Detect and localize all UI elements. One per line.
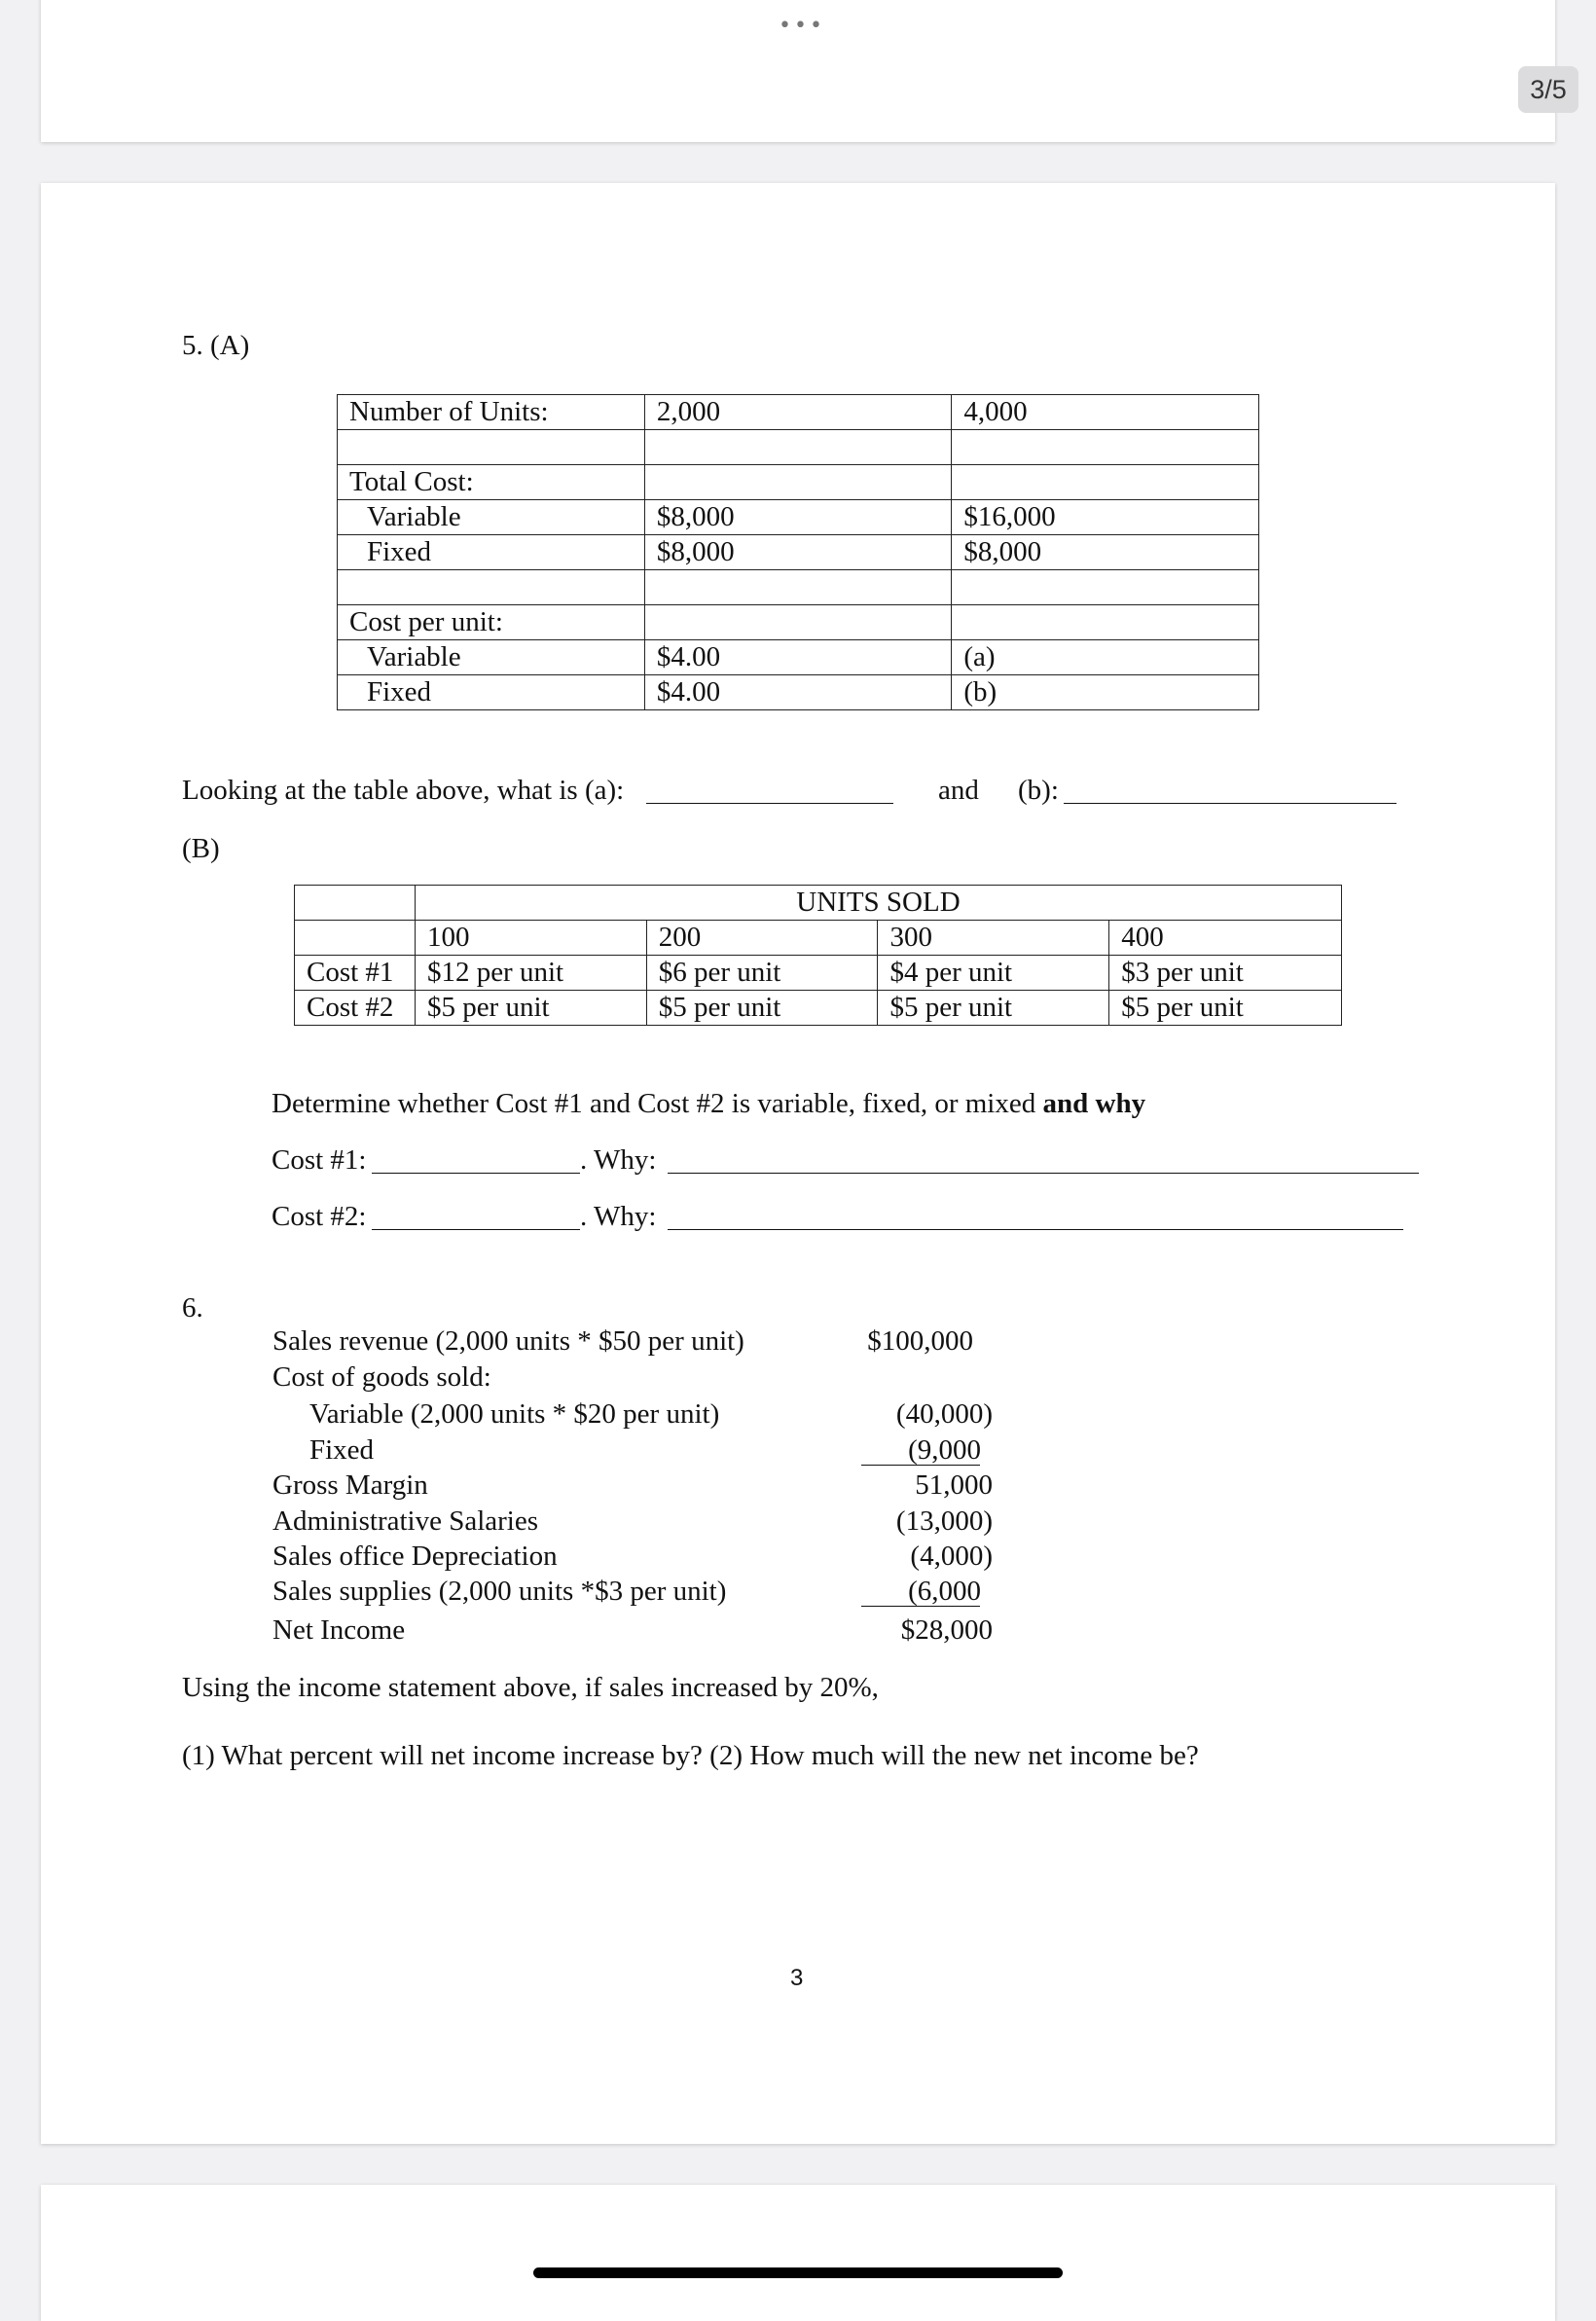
question-6-line-2: (1) What percent will net income increase by? (2) How much will the new net income be? [182, 1740, 1199, 1771]
part-b-label: (B) [182, 833, 220, 864]
answer-b-blank[interactable] [1064, 803, 1396, 804]
value-cell: 2,000 [644, 395, 952, 430]
question-6-label: 6. [182, 1292, 203, 1324]
statement-label: Fixed [309, 1434, 375, 1466]
value-cell: $16,000 [952, 500, 1259, 535]
page-number: 3 [790, 1965, 804, 1991]
question-a-text: Looking at the table above, what is (a): [182, 775, 625, 806]
statement-label: Cost of goods sold: [272, 1361, 491, 1393]
statement-value: (6,000 [908, 1576, 981, 1607]
row-label: Fixed [338, 675, 645, 710]
cost-cell: $5 per unit [1109, 991, 1342, 1026]
cost-cell: $4 per unit [878, 956, 1109, 991]
answer-b-label: (b): [1018, 775, 1059, 806]
table-a-row [338, 395, 1259, 430]
more-options-icon[interactable]: ••• [779, 14, 825, 38]
cost-2-why-blank[interactable] [668, 1229, 1403, 1230]
statement-value: (40,000) [895, 1398, 993, 1430]
why-label: . Why: [580, 1144, 657, 1176]
units-sold-table [294, 885, 1342, 1026]
table-a-row [338, 535, 1259, 570]
row-label [338, 430, 645, 465]
cost-table-a [337, 394, 1259, 710]
table-a-row [338, 605, 1259, 640]
statement-label: Sales supplies (2,000 units *$3 per unit) [272, 1576, 727, 1607]
units-sold-header: UNITS SOLD [415, 886, 1341, 921]
why-label: . Why: [580, 1201, 657, 1232]
units-cell: 400 [1109, 921, 1342, 956]
home-indicator[interactable] [533, 2267, 1063, 2278]
statement-label: Gross Margin [272, 1469, 428, 1501]
value-cell [952, 430, 1259, 465]
statement-value: (13,000) [895, 1505, 993, 1537]
row-label: Number of Units: [338, 395, 645, 430]
statement-label: Sales office Depreciation [272, 1541, 558, 1572]
value-cell [952, 605, 1259, 640]
table-a-row [338, 465, 1259, 500]
table-a-row [338, 675, 1259, 710]
row-label [338, 570, 645, 605]
page-indicator-badge: 3/5 [1518, 66, 1578, 113]
statement-label: Net Income [272, 1614, 406, 1646]
statement-value: $28,000 [900, 1614, 993, 1646]
statement-label: Administrative Salaries [272, 1505, 539, 1537]
row-label: Cost #1 [295, 956, 416, 991]
value-cell [644, 430, 952, 465]
value-cell: (a) [952, 640, 1259, 675]
table-a-row [338, 640, 1259, 675]
row-label: Variable [338, 500, 645, 535]
statement-label: Variable (2,000 units * $20 per unit) [309, 1398, 720, 1430]
row-label: Cost per unit: [338, 605, 645, 640]
row-label: Cost #2 [295, 991, 416, 1026]
value-cell [644, 570, 952, 605]
cost-cell: $12 per unit [415, 956, 646, 991]
cost-1-label: Cost #1: [272, 1144, 367, 1176]
value-cell [952, 465, 1259, 500]
value-cell: $8,000 [644, 535, 952, 570]
units-cell: 200 [646, 921, 878, 956]
value-cell [952, 570, 1259, 605]
value-cell: $8,000 [952, 535, 1259, 570]
value-cell [644, 465, 952, 500]
cost-2-row [295, 991, 1342, 1026]
value-cell: $4.00 [644, 675, 952, 710]
row-label: Fixed [338, 535, 645, 570]
row-label: Variable [338, 640, 645, 675]
statement-value: (9,000 [908, 1434, 981, 1466]
table-a-row [338, 430, 1259, 465]
value-cell [644, 605, 952, 640]
value-cell: $8,000 [644, 500, 952, 535]
row-label: Total Cost: [338, 465, 645, 500]
question-6-line-1: Using the income statement above, if sales increased by 20%, [182, 1672, 879, 1703]
cost-1-blank[interactable] [372, 1173, 580, 1174]
and-label: and [938, 775, 979, 806]
subtotal-rule [861, 1606, 980, 1607]
statement-label: Sales revenue (2,000 units * $50 per unit) [272, 1325, 744, 1357]
table-a-row [338, 570, 1259, 605]
question-5-label: 5. (A) [182, 330, 250, 361]
statement-value: 51,000 [915, 1469, 993, 1501]
cost-cell: $5 per unit [646, 991, 878, 1026]
cost-1-why-blank[interactable] [668, 1173, 1419, 1174]
value-cell: (b) [952, 675, 1259, 710]
cost-cell: $5 per unit [878, 991, 1109, 1026]
answer-a-blank[interactable] [646, 803, 893, 804]
table-a-row [338, 500, 1259, 535]
subtotal-rule [861, 1465, 980, 1466]
cost-2-label: Cost #2: [272, 1201, 367, 1232]
next-page [41, 2185, 1555, 2321]
value-cell: $4.00 [644, 640, 952, 675]
cost-cell: $3 per unit [1109, 956, 1342, 991]
cost-1-row [295, 956, 1342, 991]
units-cell: 300 [878, 921, 1109, 956]
statement-value: $100,000 [867, 1325, 973, 1357]
cost-2-blank[interactable] [372, 1229, 580, 1230]
statement-value: (4,000) [910, 1541, 993, 1572]
instruction-text: Determine whether Cost #1 and Cost #2 is variable, fixed, or mixed and why [272, 1088, 1146, 1119]
value-cell: 4,000 [952, 395, 1259, 430]
units-cell: 100 [415, 921, 646, 956]
cost-cell: $6 per unit [646, 956, 878, 991]
cost-cell: $5 per unit [415, 991, 646, 1026]
